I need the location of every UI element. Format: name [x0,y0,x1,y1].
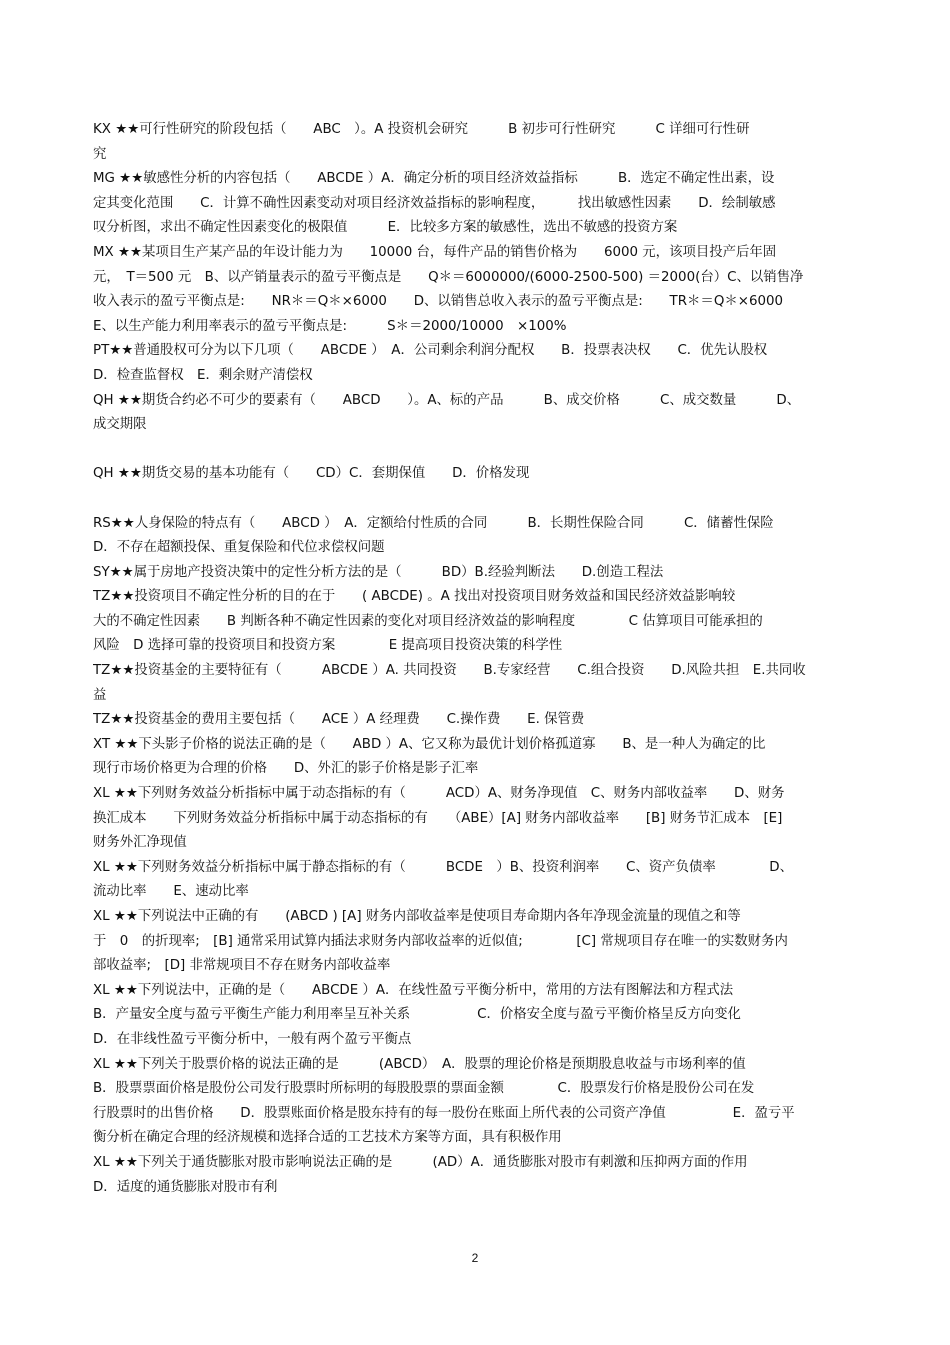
text-line: QH ★★期货合约必不可少的要素有（ ABCD ）。A、标的产品 B、成交价格 C、成交数量 D、 [93,392,801,408]
text-line: 成交期限 [93,417,147,433]
text-line: 益 [93,687,107,703]
text-line: XL ★★下列说法中，正确的是（ ABCDE ）A．在线性盈亏平衡分析中，常用的方法有图解法和方程式法 [93,982,734,998]
blank-line [93,438,863,463]
text-line: XL ★★下列财务效益分析指标中属于静态指标的有（ BCDE ）B、投资利润率 C、资产负债率 D、 [93,859,794,875]
text-line: TZ★★投资项目不确定性分析的目的在于 ( ABCDE) 。A 找出对投资项目财务效益和国民经济效益影响较 [93,589,736,605]
text-line: SY★★属于房地产投资决策中的定性分析方法的是（ BD）B.经验判断法 D.创造工程法 [93,564,664,580]
text-line: TZ★★投资基金的主要特征有（ ABCDE ）A. 共同投资 B.专家经营 C.组合投资 D.风险共担 E.共同收 [93,663,806,679]
text-line: B．产量安全度与盈亏平衡生产能力利用率呈互补关系 C．价格安全度与盈亏平衡价格呈反方向变化 [93,1007,741,1023]
text-line: 元， T＝500 元 B、以产销量表示的盈亏平衡点是 Q＊＝6000000/(6000-2500-500) ＝2000(台）C、以销售净 [93,269,804,285]
text-line: MX ★★某项目生产某产品的年设计能力为 10000 台，每件产品的销售价格为 6000 元，该项目投产后年固 [93,244,777,260]
text-line: 衡分析在确定合理的经济规模和选择合适的工艺技术方案等方面，具有积极作用 [93,1130,562,1146]
text-line: D．适度的通货膨胀对股市有利 [93,1179,278,1195]
text-line: D．检查监督权 E．剩余财产清偿权 [93,367,313,383]
text-line: XL ★★下列关于股票价格的说法正确的是 (ABCD） A．股票的理论价格是预期股息收益与市场利率的值 [93,1056,746,1072]
text-line: XT ★★下头影子价格的说法正确的是（ ABD ）A、它又称为最优计划价格孤道寡 B、是一种人为确定的比 [93,736,766,752]
text-line: KX ★★可行性研究的阶段包括（ ABC ）。A 投资机会研究 B 初步可行性研究 C 详细可行性研 [93,122,750,137]
text-line: B．股票票面价格是股份公司发行股票时所标明的每股股票的票面金额 C．股票发行价格是股份公司在发 [93,1081,755,1097]
text-line: TZ★★投资基金的费用主要包括（ ACE ）A 经理费 C.操作费 E. 保管费 [93,712,585,728]
text-line: 行股票时的出售价格 D．股票账面价格是股东持有的每一股份在账面上所代表的公司资产净值 E．盈亏平 [93,1105,795,1121]
text-line: 于 0 的折现率; [B] 通常采用试算内插法求财务内部收益率的近似值; [C] 常规项目存在唯一的实数财务内 [93,933,788,949]
text-line: RS★★人身保险的特点有（ ABCD ） A．定额给付性质的合同 B．长期性保险合同 C．储蓄性保险 [93,515,774,531]
text-line: PT★★普通股权可分为以下几项（ ABCDE ） A．公司剩余利润分配权 B．投票表决权 C．优先认股权 [93,343,768,359]
document-body [93,118,863,1200]
text-line: D．不存在超额投保、重复保险和代位求偿权问题 [93,540,385,556]
text-line: XL ★★下列关于通货膨胀对股市影响说法正确的是 (AD）A．通货膨胀对股市有刺激和压抑两方面的作用 [93,1154,748,1170]
text-line: 收入表示的盈亏平衡点是: NR＊＝Q＊×6000 D、以销售总收入表示的盈亏平衡点是: TR＊＝Q＊×6000 [93,294,784,310]
page-number: 2 [471,1251,479,1265]
text-line: 部收益率; [D] 非常规项目不存在财务内部收益率 [93,958,391,974]
text-line: 现行市场价格更为合理的价格 D、外汇的影子价格是影子汇率 [93,761,479,777]
text-line: QH ★★期货交易的基本功能有（ CD）C．套期保值 D．价格发现 [93,466,530,482]
text-line: XL ★★下列财务效益分析指标中属于动态指标的有（ ACD）A、财务净现值 C、财务内部收益率 D、财务 [93,786,785,802]
text-line: 财务外汇净现值 [93,835,187,851]
text-line: 究 [93,146,107,162]
text-line: 换汇成本 下列财务效益分析指标中属于动态指标的有 （ABE）[A] 财务内部收益率 [B] 财务节汇成本 [E] [93,810,783,826]
text-line: 大的不确定性因素 B 判断各种不确定性因素的变化对项目经济效益的影响程度 C 估算项目可能承担的 [93,613,763,629]
text-line: XL ★★下列说法中正确的有 (ABCD ) [A] 财务内部收益率是使项目寿命期内各年净现金流量的现值之和等 [93,909,741,924]
text-line: D．在非线性盈亏平衡分析中，一般有两个盈亏平衡点 [93,1031,412,1047]
text-line: 风险 D 选择可靠的投资项目和投资方案 E 提高项目投资决策的科学性 [93,638,563,654]
blank-line [93,487,863,512]
text-line: E、以生产能力利用率表示的盈亏平衡点是: S＊＝2000/10000 ×100% [93,318,567,334]
text-line: 流动比率 E、速动比率 [93,884,249,900]
text-line: 叹分析图，求出不确定性因素变化的极限值 E．比较多方案的敏感性，选出不敏感的投资方案 [93,220,678,236]
text-line: MG ★★敏感性分析的内容包括（ ABCDE ）A．确定分析的项目经济效益指标 B．选定不确定性出素，设 [93,171,775,187]
text-line: 定其变化范围 C．计算不确性因素变动对项目经济效益指标的影响程度， 找出敏感性因素 D．绘制敏感 [93,195,776,211]
